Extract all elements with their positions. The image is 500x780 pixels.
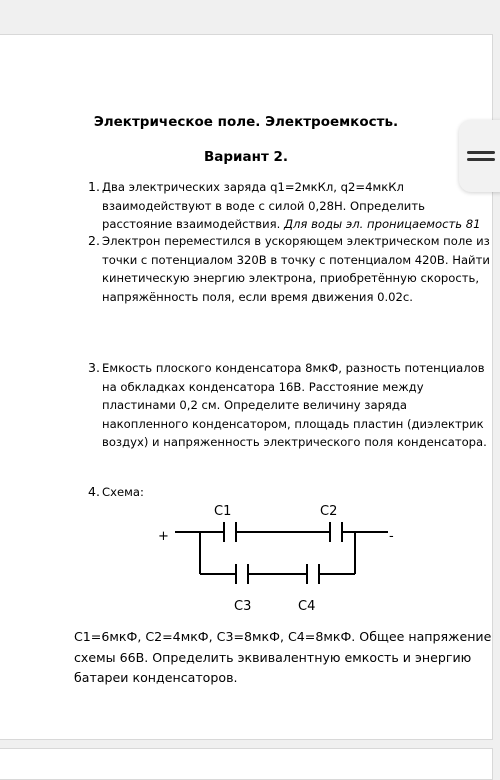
question-number: 3. <box>88 360 100 375</box>
minus-terminal: - <box>389 529 394 544</box>
label-c2: C2 <box>320 504 338 519</box>
question-number: 2. <box>88 233 100 248</box>
label-c1: C1 <box>214 504 232 519</box>
document-title: Электрическое поле. Электроемкость. <box>93 114 399 130</box>
question-number: 1. <box>88 179 100 194</box>
circuit-wires <box>175 532 388 574</box>
label-c4: C4 <box>298 599 316 614</box>
question-text: Два электрических заряда q1=2мкКл, q2=4мкКл взаимодействуют в воде с силой 0,28Н. Определить расстояние взаимодействия. Для воды эл. проницаемость 81 <box>102 180 481 231</box>
question-note: Для воды эл. проницаемость 81 <box>283 217 481 231</box>
question-number: 4. <box>88 484 100 499</box>
problem-4-conditions: C1=6мкФ, C2=4мкФ, C3=8мкФ, C4=8мкФ. Общее напряжение схемы 66В. Определить эквивалентную емкость и энергию батареи конденсаторов. <box>74 629 492 685</box>
question-text: Электрон переместился в ускоряющем электрическом поле из точки с потенциалом 320В в точку с потенциалом 420В. Найти кинетическую энергию электрона, приобретённую скорость, напряжённость поля, если время движения 0.02с. <box>102 234 490 304</box>
plus-terminal: + <box>158 529 169 544</box>
label-c3: C3 <box>234 599 252 614</box>
circuit-diagram <box>150 500 410 615</box>
question-text: Емкость плоского конденсатора 8мкФ, разность потенциалов на обкладках конденсатора 16В. Расстояние между пластинами 0,2 см. Определите величину заряда накопленного конденсатором, площадь пластин (диэлектрик воздух) и напряженность электрического поля конденсатора. <box>102 361 487 449</box>
next-page-edge <box>0 748 493 780</box>
variant-title: Вариант 2. <box>203 149 288 165</box>
question-text: Схема: <box>102 485 144 499</box>
